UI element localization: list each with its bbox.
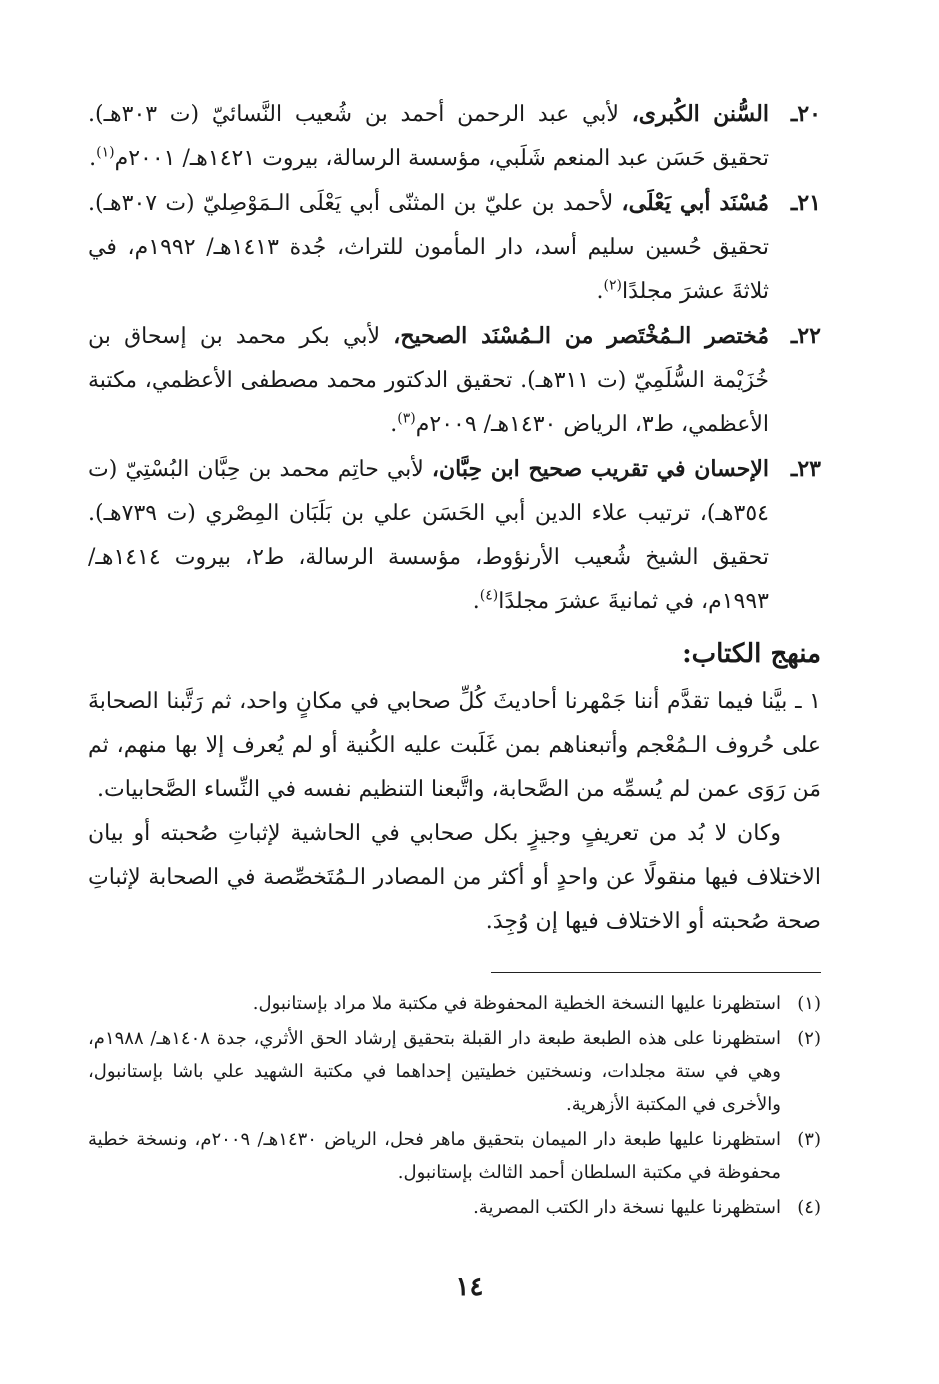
reference-number: ٢٠ـ bbox=[790, 101, 821, 127]
reference-item bbox=[88, 92, 821, 181]
reference-text: لأحمد بن عليّ بن المثنّى أبي يَعْلَى الـمَوْصِليّ (ت ٣٠٧هـ). تحقيق حُسين سليم أسد، دار المأمون للتراث، جُدة ١٤١٣هـ/ ١٩٩٢م، في ثلاثةَ عشرَ مجلدًا bbox=[88, 191, 769, 304]
reference-number: ٢٣ـ bbox=[790, 456, 821, 482]
reference-title: الإحسان في تقريب صحيح ابن حِبَّان، bbox=[431, 456, 769, 482]
footnote-item bbox=[88, 1022, 821, 1121]
footnote-marker[interactable]: (٢) bbox=[603, 277, 623, 294]
reference-item bbox=[88, 181, 821, 314]
footnote-text: استظهرنا عليها طبعة دار الميمان بتحقيق ماهر فحل، الرياض ١٤٣٠هـ/ ٢٠٠٩م، ونسخة خطية محفوظة في مكتبة السلطان أحمد الثالث بإستانبول. bbox=[88, 1129, 782, 1183]
reference-end: . bbox=[89, 146, 97, 171]
page-number: ١٤ bbox=[455, 1272, 484, 1302]
footnote-item bbox=[88, 1123, 821, 1189]
footnote-text: استظهرنا على هذه الطبعة طبعة دار القبلة بتحقيق إرشاد الحق الأثري، جدة ١٤٠٨هـ/ ١٩٨٨م، وهي في ستة مجلدات، ونسختين خطيتين إحداهما في مكتبة الشهيد علي باشا بإستانبول، والأخرى في المكتبة الأزهرية. bbox=[88, 1028, 781, 1115]
reference-end: . bbox=[390, 412, 398, 437]
reference-title: السُّنن الكُبرى، bbox=[631, 101, 769, 127]
footnote-number: (٤) bbox=[797, 1197, 821, 1218]
reference-item bbox=[88, 447, 821, 624]
footnote-item bbox=[88, 1191, 821, 1224]
footnote-marker[interactable]: (٣) bbox=[397, 410, 416, 427]
footnote-number: (١) bbox=[797, 993, 821, 1014]
reference-end: . bbox=[472, 589, 480, 614]
reference-text: لأبي عبد الرحمن أحمد بن شُعيب النَّسائيّ (ت ٣٠٣هـ). تحقيق حَسَن عبد المنعم شَلَبي، مؤسسة الرسالة، بيروت ١٤٢١هـ/ ٢٠٠١م bbox=[88, 102, 769, 171]
footnote-number: (٢) bbox=[797, 1028, 821, 1049]
footnotes bbox=[88, 987, 821, 1224]
reference-text: لأبي بكر محمد بن إسحاق بن خُزَيْمة السُّلَمِيّ (ت ٣١١هـ). تحقيق الدكتور محمد مصطفى الأعظمي، مكتبة الأعظمي، ط٣، الرياض ١٤٣٠هـ/ ٢٠٠٩م bbox=[88, 324, 769, 437]
reference-title: مُختصر الـمُخْتَصر من الـمُسْنَد الصحيح، bbox=[393, 323, 770, 349]
footnote-marker[interactable]: (١) bbox=[96, 144, 115, 161]
footnote-number: (٣) bbox=[797, 1129, 821, 1150]
footnote-item bbox=[88, 987, 821, 1020]
reference-number: ٢٢ـ bbox=[790, 323, 821, 349]
reference-number: ٢١ـ bbox=[790, 190, 821, 216]
body-paragraph: وكان لا بُد من تعريفٍ وجيزٍ بكل صحابي في الحاشية لإثباتِ صُحبته أو بيان الاختلاف فيها منقولًا عن واحدٍ أو أكثر من المصادر الـمُتَخصِّصة في الصحابة لإثباتِ صحة صُحبته أو الاختلاف فيها إن وُجِدَ. bbox=[88, 821, 821, 934]
footnote-separator bbox=[491, 972, 821, 973]
footnote-text: استظهرنا عليها النسخة الخطية المحفوظة في مكتبة ملا مراد بإستانبول. bbox=[252, 993, 781, 1014]
reference-item bbox=[88, 314, 821, 447]
footnote-text: استظهرنا عليها نسخة دار الكتب المصرية. bbox=[473, 1197, 781, 1218]
footnote-marker[interactable]: (٤) bbox=[479, 587, 499, 604]
reference-end: . bbox=[596, 279, 604, 304]
body-paragraph: ١ ـ بيَّنا فيما تقدَّم أننا جَمْهرنا أحاديثَ كُلِّ صحابي في مكانٍ واحد، ثم رَتَّبنا الصحابةَ على حُروف الـمُعْجم وأتبعناهم بمن غَلَبت عليه الكُنية أو لم يُعرف إلا بها منهم، ثم مَن رَوَى عمن لم يُسمِّه من الصَّحابة، واتَّبعنا التنظيم نفسه في النِّساء الصَّحابيات. bbox=[88, 689, 821, 802]
reference-title: مُسْنَد أبي يَعْلَى، bbox=[621, 190, 769, 216]
reference-text: لأبي حاتِم محمد بن حِبَّان البُسْتِيّ (ت ٣٥٤هـ)، ترتيب علاء الدين أبي الحَسَن علي بن بَلَبَان المِصْري (ت ٧٣٩هـ). تحقيق الشيخ شُعيب الأرنؤوط، مؤسسة الرسالة، ط٢، بيروت ١٤١٤هـ/ ١٩٩٣م، في ثمانيةَ عشرَ مجلدًا bbox=[88, 457, 769, 614]
section-heading: منهج الكتاب: bbox=[682, 639, 821, 669]
reference-list bbox=[88, 92, 821, 624]
